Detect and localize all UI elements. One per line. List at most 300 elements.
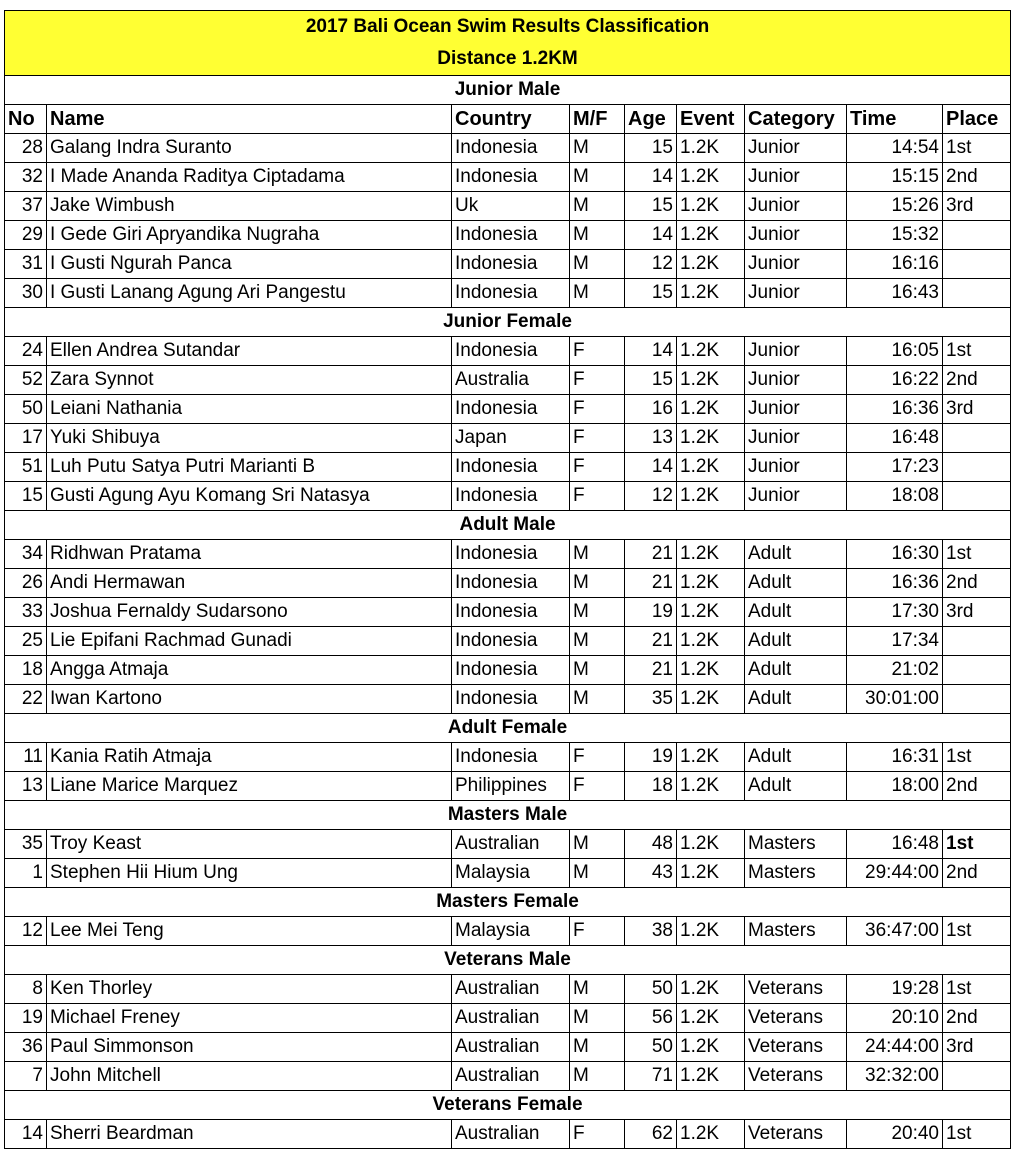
cell-country: Australian [452,830,570,859]
cell-place: 2nd [943,163,1011,192]
cell-country: Australian [452,1062,570,1091]
cell-name: Gusti Agung Ayu Komang Sri Natasya [47,482,452,511]
cell-name: Angga Atmaja [47,656,452,685]
cell-name: Liane Marice Marquez [47,772,452,801]
cell-event: 1.2K [677,917,745,946]
cell-place [943,656,1011,685]
section-title: Masters Female [5,888,1011,917]
cell-sex: F [570,917,625,946]
cell-age: 38 [625,917,677,946]
cell-category: Junior [745,366,847,395]
cell-sex: M [570,685,625,714]
cell-event: 1.2K [677,975,745,1004]
cell-event: 1.2K [677,540,745,569]
cell-sex: M [570,859,625,888]
cell-name: I Gede Giri Apryandika Nugraha [47,221,452,250]
cell-category: Junior [745,250,847,279]
cell-country: Malaysia [452,917,570,946]
cell-country: Indonesia [452,221,570,250]
cell-place: 1st [943,134,1011,163]
cell-name: Troy Keast [47,830,452,859]
cell-country: Indonesia [452,627,570,656]
table-row [5,569,1011,598]
cell-time: 16:31 [847,743,943,772]
cell-age: 18 [625,772,677,801]
cell-country: Indonesia [452,540,570,569]
subtitle-row [5,43,1011,76]
table-row [5,685,1011,714]
cell-place: 2nd [943,569,1011,598]
cell-time: 16:43 [847,279,943,308]
cell-time: 36:47:00 [847,917,943,946]
section-title: Veterans Male [5,946,1011,975]
table-row [5,1120,1011,1149]
table-row [5,250,1011,279]
cell-no: 36 [5,1033,47,1062]
column-header-time: Time [847,105,943,134]
cell-sex: M [570,975,625,1004]
cell-category: Adult [745,772,847,801]
title-row [5,11,1011,44]
cell-event: 1.2K [677,743,745,772]
cell-time: 24:44:00 [847,1033,943,1062]
cell-place [943,1062,1011,1091]
column-header-sex: M/F [570,105,625,134]
cell-name: Yuki Shibuya [47,424,452,453]
cell-sex: M [570,250,625,279]
cell-event: 1.2K [677,453,745,482]
cell-age: 13 [625,424,677,453]
cell-event: 1.2K [677,859,745,888]
cell-no: 25 [5,627,47,656]
cell-category: Veterans [745,1120,847,1149]
cell-age: 15 [625,192,677,221]
table-row [5,772,1011,801]
cell-name: Ridhwan Pratama [47,540,452,569]
column-header-country: Country [452,105,570,134]
cell-no: 12 [5,917,47,946]
cell-sex: M [570,627,625,656]
cell-no: 17 [5,424,47,453]
cell-event: 1.2K [677,772,745,801]
cell-category: Adult [745,627,847,656]
cell-age: 21 [625,627,677,656]
cell-category: Junior [745,279,847,308]
cell-age: 62 [625,1120,677,1149]
cell-name: Zara Synnot [47,366,452,395]
table-row [5,540,1011,569]
cell-age: 48 [625,830,677,859]
cell-place: 1st [943,975,1011,1004]
cell-country: Philippines [452,772,570,801]
cell-event: 1.2K [677,685,745,714]
table-row [5,743,1011,772]
cell-time: 16:48 [847,424,943,453]
cell-no: 18 [5,656,47,685]
cell-place: 1st [943,830,1011,859]
cell-country: Australian [452,1033,570,1062]
column-header-place: Place [943,105,1011,134]
cell-age: 12 [625,482,677,511]
cell-event: 1.2K [677,279,745,308]
cell-place: 2nd [943,366,1011,395]
cell-age: 43 [625,859,677,888]
cell-country: Indonesia [452,482,570,511]
cell-place [943,685,1011,714]
cell-no: 34 [5,540,47,569]
cell-country: Indonesia [452,250,570,279]
cell-name: Sherri Beardman [47,1120,452,1149]
cell-sex: F [570,1120,625,1149]
cell-sex: M [570,830,625,859]
cell-sex: M [570,656,625,685]
table-row [5,453,1011,482]
cell-category: Junior [745,192,847,221]
cell-name: Stephen Hii Hium Ung [47,859,452,888]
cell-place [943,424,1011,453]
cell-place: 2nd [943,772,1011,801]
cell-event: 1.2K [677,1004,745,1033]
cell-no: 14 [5,1120,47,1149]
cell-sex: F [570,743,625,772]
cell-category: Junior [745,453,847,482]
cell-time: 21:02 [847,656,943,685]
table-row [5,859,1011,888]
cell-name: Kania Ratih Atmaja [47,743,452,772]
cell-name: Galang Indra Suranto [47,134,452,163]
cell-place [943,221,1011,250]
section-header-row [5,888,1011,917]
cell-place: 2nd [943,1004,1011,1033]
cell-no: 37 [5,192,47,221]
cell-event: 1.2K [677,656,745,685]
cell-age: 15 [625,134,677,163]
cell-age: 21 [625,569,677,598]
cell-time: 15:32 [847,221,943,250]
cell-country: Indonesia [452,569,570,598]
cell-place: 3rd [943,192,1011,221]
cell-no: 19 [5,1004,47,1033]
cell-category: Masters [745,917,847,946]
section-header-row [5,1091,1011,1120]
column-header-age: Age [625,105,677,134]
cell-no: 28 [5,134,47,163]
column-header-event: Event [677,105,745,134]
cell-sex: M [570,540,625,569]
cell-category: Adult [745,540,847,569]
table-row [5,279,1011,308]
cell-event: 1.2K [677,221,745,250]
cell-name: Ken Thorley [47,975,452,1004]
cell-category: Junior [745,163,847,192]
cell-country: Indonesia [452,395,570,424]
cell-name: Jake Wimbush [47,192,452,221]
page-subtitle: Distance 1.2KM [5,43,1011,76]
cell-place: 1st [943,743,1011,772]
cell-place: 3rd [943,598,1011,627]
table-row [5,830,1011,859]
cell-sex: F [570,424,625,453]
page-title: 2017 Bali Ocean Swim Results Classification [5,11,1011,44]
cell-name: Iwan Kartono [47,685,452,714]
cell-age: 14 [625,163,677,192]
cell-category: Masters [745,859,847,888]
section-title: Junior Male [5,76,1011,105]
cell-age: 15 [625,279,677,308]
cell-age: 19 [625,598,677,627]
cell-event: 1.2K [677,192,745,221]
cell-category: Junior [745,482,847,511]
cell-category: Adult [745,685,847,714]
table-row [5,1004,1011,1033]
cell-sex: F [570,453,625,482]
cell-event: 1.2K [677,337,745,366]
cell-time: 17:30 [847,598,943,627]
cell-name: Luh Putu Satya Putri Marianti B [47,453,452,482]
cell-name: Michael Freney [47,1004,452,1033]
cell-time: 17:23 [847,453,943,482]
cell-time: 19:28 [847,975,943,1004]
section-title: Masters Male [5,801,1011,830]
cell-age: 19 [625,743,677,772]
cell-category: Junior [745,134,847,163]
section-title: Adult Male [5,511,1011,540]
cell-age: 35 [625,685,677,714]
cell-country: Australia [452,366,570,395]
cell-no: 29 [5,221,47,250]
table-row [5,221,1011,250]
table-row [5,192,1011,221]
table-row [5,656,1011,685]
cell-time: 16:36 [847,395,943,424]
cell-place [943,250,1011,279]
cell-place: 1st [943,1120,1011,1149]
cell-time: 32:32:00 [847,1062,943,1091]
cell-age: 15 [625,366,677,395]
table-row [5,917,1011,946]
cell-no: 7 [5,1062,47,1091]
cell-event: 1.2K [677,1062,745,1091]
cell-sex: M [570,279,625,308]
cell-no: 32 [5,163,47,192]
cell-sex: M [570,134,625,163]
cell-country: Australian [452,975,570,1004]
cell-name: I Gusti Lanang Agung Ari Pangestu [47,279,452,308]
cell-time: 18:08 [847,482,943,511]
table-row [5,134,1011,163]
section-title: Junior Female [5,308,1011,337]
cell-time: 20:10 [847,1004,943,1033]
section-header-row [5,946,1011,975]
cell-age: 21 [625,656,677,685]
cell-time: 30:01:00 [847,685,943,714]
cell-category: Veterans [745,975,847,1004]
cell-event: 1.2K [677,830,745,859]
cell-country: Indonesia [452,279,570,308]
cell-age: 14 [625,337,677,366]
table-row [5,1033,1011,1062]
cell-event: 1.2K [677,598,745,627]
results-sheet [4,10,1010,1149]
cell-event: 1.2K [677,569,745,598]
cell-sex: F [570,772,625,801]
cell-sex: M [570,1004,625,1033]
cell-place [943,279,1011,308]
cell-event: 1.2K [677,1120,745,1149]
cell-sex: M [570,221,625,250]
cell-no: 51 [5,453,47,482]
results-table-body [5,11,1011,1149]
cell-time: 16:16 [847,250,943,279]
cell-event: 1.2K [677,1033,745,1062]
cell-no: 35 [5,830,47,859]
cell-category: Junior [745,424,847,453]
cell-name: I Made Ananda Raditya Ciptadama [47,163,452,192]
cell-category: Junior [745,337,847,366]
cell-time: 16:05 [847,337,943,366]
cell-category: Veterans [745,1062,847,1091]
cell-category: Junior [745,395,847,424]
cell-sex: M [570,192,625,221]
cell-no: 24 [5,337,47,366]
section-header-row [5,308,1011,337]
cell-event: 1.2K [677,627,745,656]
section-header-row [5,714,1011,743]
cell-sex: M [570,598,625,627]
cell-no: 8 [5,975,47,1004]
section-header-row [5,511,1011,540]
cell-country: Indonesia [452,453,570,482]
table-row [5,975,1011,1004]
cell-category: Adult [745,598,847,627]
cell-time: 18:00 [847,772,943,801]
cell-age: 14 [625,221,677,250]
cell-time: 16:30 [847,540,943,569]
cell-sex: M [570,1062,625,1091]
table-row [5,627,1011,656]
cell-no: 30 [5,279,47,308]
column-header-no: No [5,105,47,134]
cell-time: 15:26 [847,192,943,221]
cell-time: 29:44:00 [847,859,943,888]
cell-age: 16 [625,395,677,424]
cell-age: 50 [625,975,677,1004]
column-header-name: Name [47,105,452,134]
cell-place: 1st [943,337,1011,366]
cell-country: Indonesia [452,163,570,192]
cell-time: 16:36 [847,569,943,598]
cell-category: Masters [745,830,847,859]
table-row [5,366,1011,395]
cell-age: 71 [625,1062,677,1091]
cell-sex: M [570,569,625,598]
cell-sex: F [570,482,625,511]
results-table [4,10,1011,1149]
cell-place [943,627,1011,656]
cell-time: 16:48 [847,830,943,859]
cell-sex: F [570,366,625,395]
cell-name: John Mitchell [47,1062,452,1091]
cell-age: 14 [625,453,677,482]
cell-category: Junior [745,221,847,250]
cell-event: 1.2K [677,366,745,395]
cell-no: 11 [5,743,47,772]
table-row [5,1062,1011,1091]
cell-name: Paul Simmonson [47,1033,452,1062]
cell-country: Malaysia [452,859,570,888]
section-header-row [5,801,1011,830]
cell-place: 1st [943,540,1011,569]
column-header-row [5,105,1011,134]
cell-name: Leiani Nathania [47,395,452,424]
cell-no: 31 [5,250,47,279]
cell-name: Lie Epifani Rachmad Gunadi [47,627,452,656]
cell-event: 1.2K [677,482,745,511]
cell-no: 13 [5,772,47,801]
cell-event: 1.2K [677,395,745,424]
cell-place: 3rd [943,395,1011,424]
table-row [5,395,1011,424]
cell-place: 3rd [943,1033,1011,1062]
table-row [5,598,1011,627]
section-title: Adult Female [5,714,1011,743]
cell-time: 14:54 [847,134,943,163]
cell-name: I Gusti Ngurah Panca [47,250,452,279]
cell-category: Veterans [745,1004,847,1033]
cell-event: 1.2K [677,134,745,163]
cell-age: 50 [625,1033,677,1062]
cell-sex: M [570,163,625,192]
cell-name: Andi Hermawan [47,569,452,598]
cell-place: 2nd [943,859,1011,888]
column-header-category: Category [745,105,847,134]
cell-country: Indonesia [452,337,570,366]
cell-no: 26 [5,569,47,598]
cell-name: Ellen Andrea Sutandar [47,337,452,366]
cell-age: 21 [625,540,677,569]
cell-country: Australian [452,1120,570,1149]
cell-country: Indonesia [452,134,570,163]
cell-event: 1.2K [677,250,745,279]
cell-time: 15:15 [847,163,943,192]
cell-no: 50 [5,395,47,424]
cell-age: 12 [625,250,677,279]
cell-sex: F [570,337,625,366]
table-row [5,482,1011,511]
cell-time: 17:34 [847,627,943,656]
cell-no: 52 [5,366,47,395]
cell-country: Australian [452,1004,570,1033]
cell-no: 33 [5,598,47,627]
table-row [5,424,1011,453]
cell-country: Indonesia [452,743,570,772]
cell-event: 1.2K [677,424,745,453]
cell-country: Indonesia [452,598,570,627]
cell-category: Veterans [745,1033,847,1062]
table-row [5,163,1011,192]
cell-place [943,453,1011,482]
cell-no: 22 [5,685,47,714]
cell-country: Indonesia [452,685,570,714]
cell-sex: F [570,395,625,424]
cell-place [943,482,1011,511]
cell-event: 1.2K [677,163,745,192]
cell-no: 1 [5,859,47,888]
cell-time: 16:22 [847,366,943,395]
cell-sex: M [570,1033,625,1062]
table-row [5,337,1011,366]
cell-category: Adult [745,656,847,685]
